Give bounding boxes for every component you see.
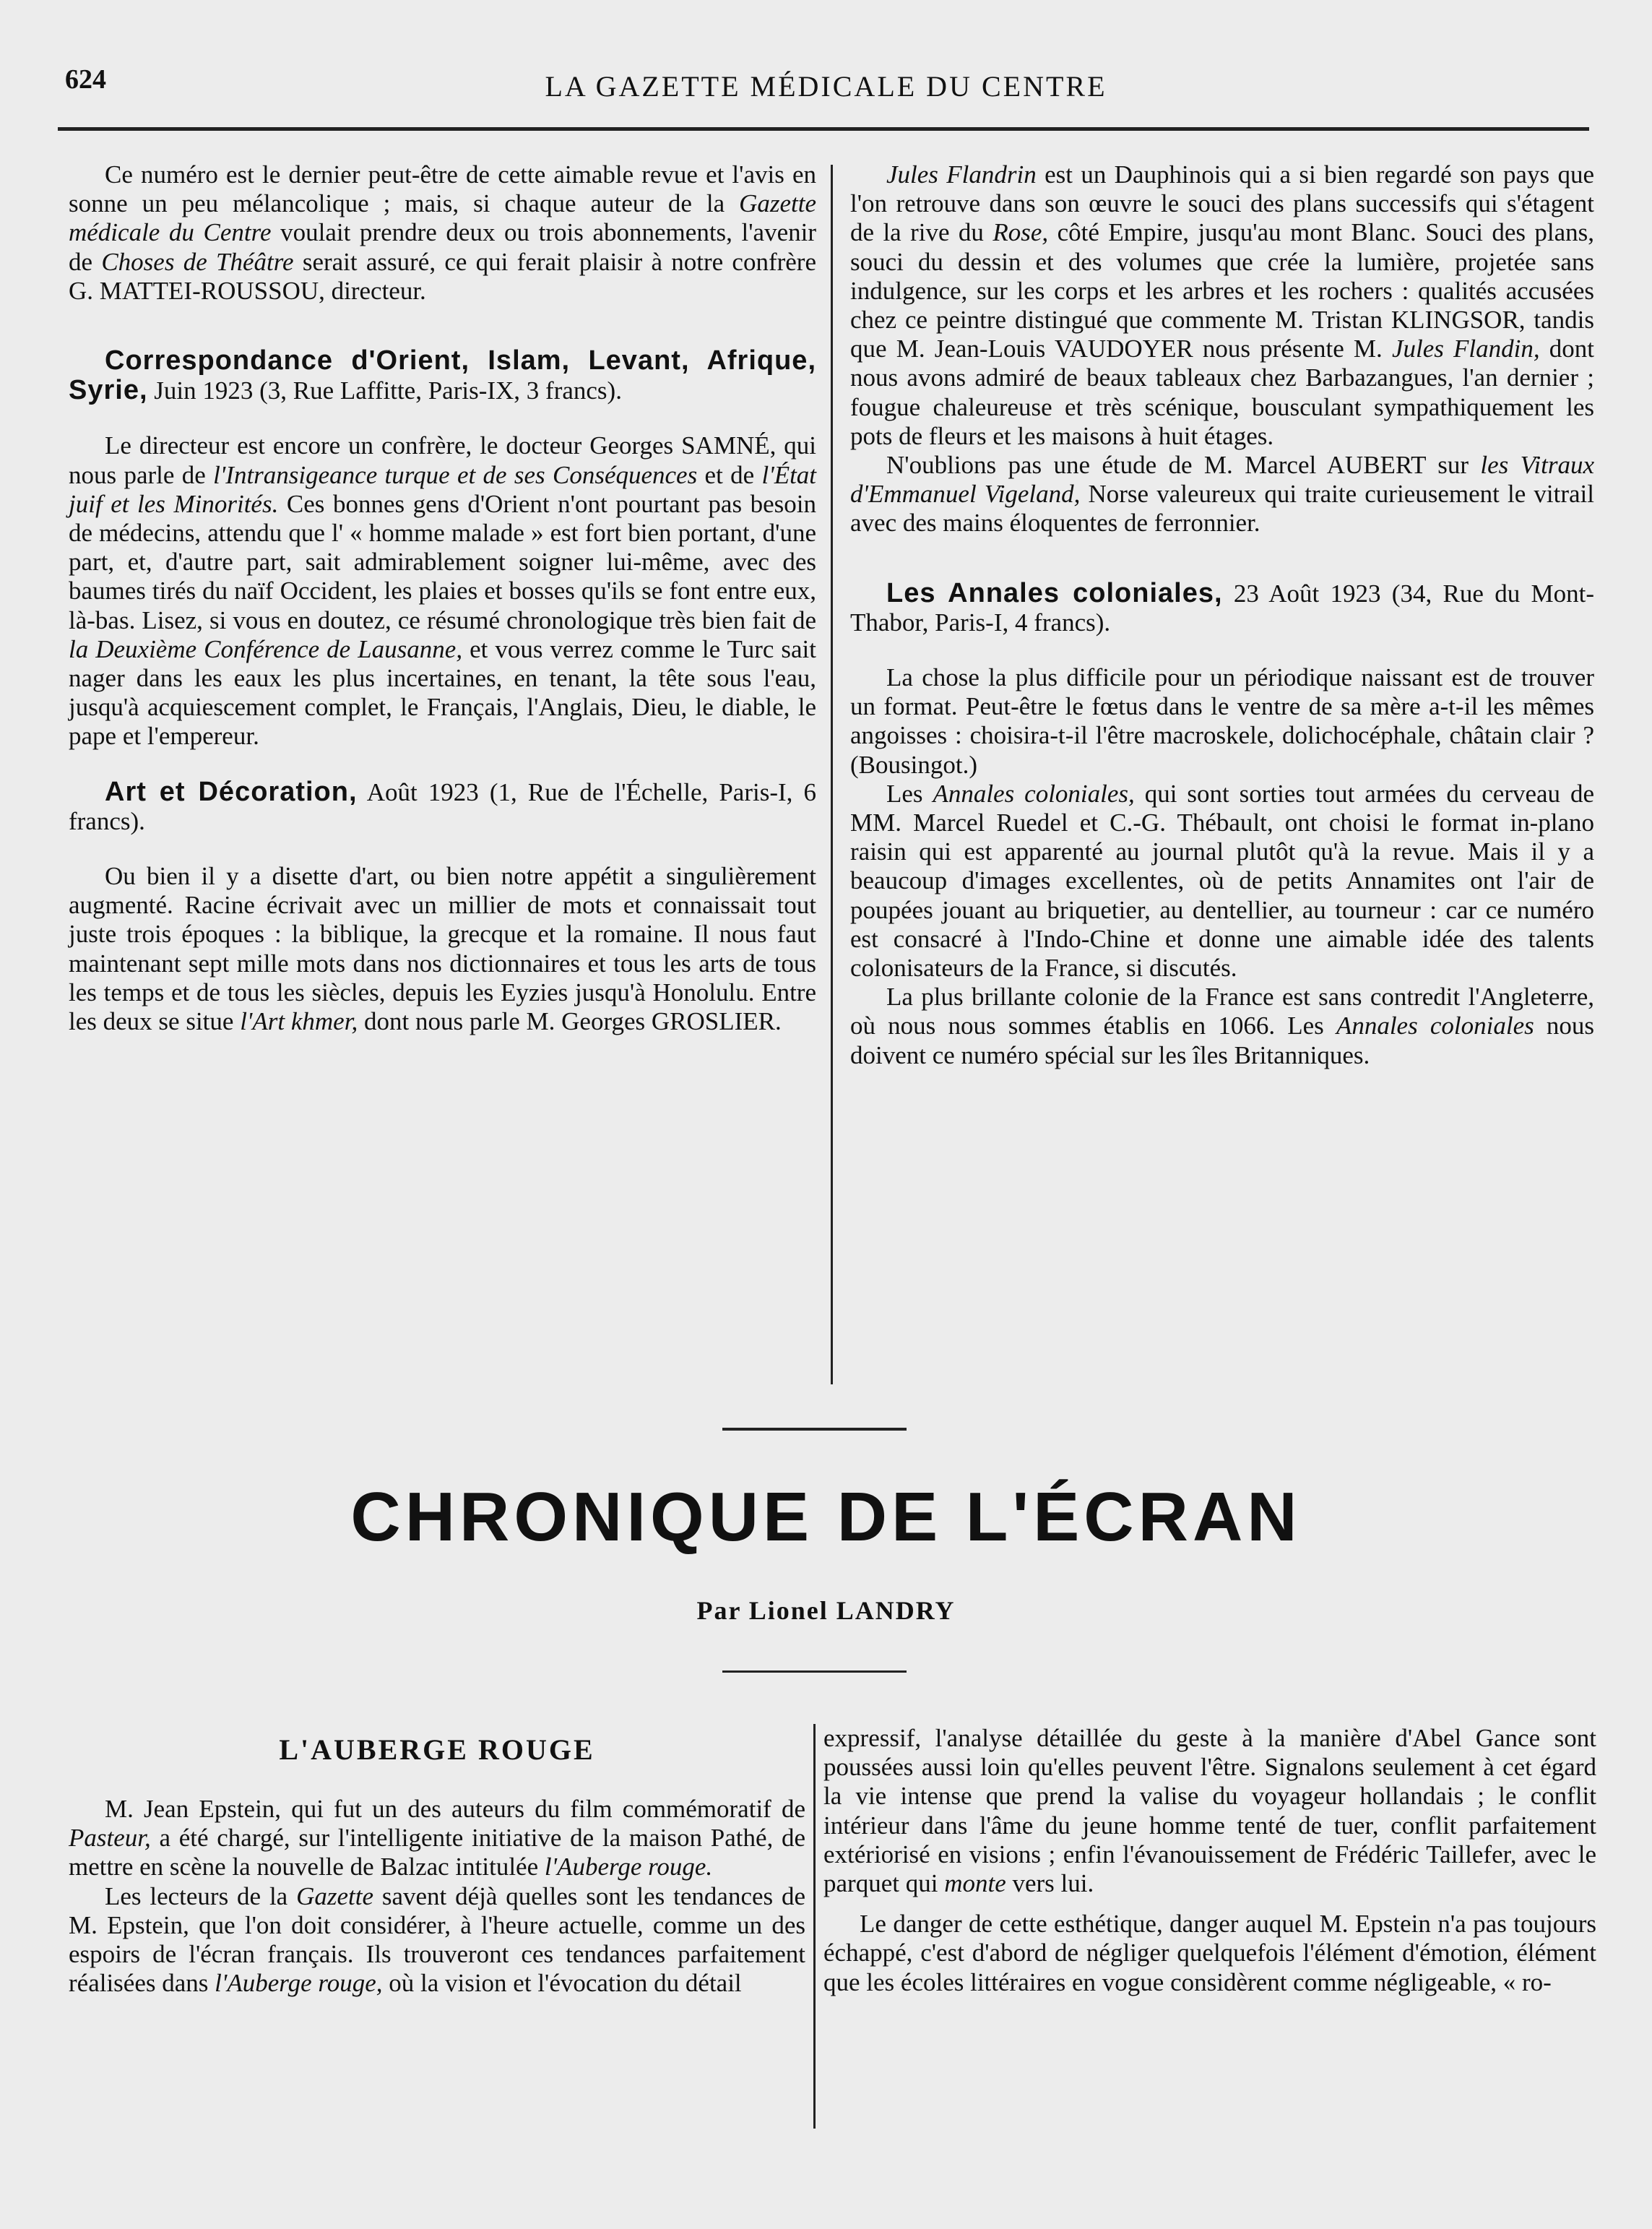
review-heading: Art et Décoration, Août 1923 (1, Rue de l'Échelle, Paris-I, 6 francs). [69,776,816,835]
paragraph: Les lecteurs de la Gazette savent déjà quelles sont les tendances de M. Epstein, que l'on doit considérer, à l'heure actuelle, comme un des espoirs de l'écran français. Ils trouveront ces tendances parfaitement réalisées dans l'Auberge rouge, où la vision et l'évocation du détail [69,1881,806,1998]
paragraph: Le directeur est encore un confrère, le docteur Georges SAMNÉ, qui nous parle de l'Intransigeance turque et de ses Conséquences et de l'État juif et les Minorités. Ces bonnes gens d'Orient n'ont pourtant pas besoin de médecins, attendu que l' « homme malade » est fort bien portant, d'une part, et, d'autre part, sait admirablement soigner lui-même, avec des baumes tirés du naïf Occident, les plaies et bosses qu'ils se font entre eux, là-bas. Lisez, si vous en doutez, ce résumé chronologique très bien fait de la Deuxième Conférence de Lausanne, et vous verrez comme le Turc sait nager dans les eaux les plus incertaines, en tenant, la tête sous l'eau, jusqu'à acquiescement complet, le Français, l'Anglais, Dieu, le diable, le pape et l'empereur. [69,431,817,751]
paragraph: Ce numéro est le dernier peut-être de cette aimable revue et l'avis en sonne un peu mélancolique ; mais, si chaque auteur de la Gazette médicale du Centre voulait prendre deux ou trois abonnements, l'avenir de Choses de Théâtre serait assuré, ce qui ferait plaisir à notre confrère G. MATTEI-ROUSSOU, directeur. [69,160,817,305]
review-heading: Correspondance d'Orient, Islam, Levant, Afrique, Syrie, Juin 1923 (3, Rue Laffitte, Paris-IX, 3 francs). [69,345,816,406]
column-divider [831,165,833,1384]
paragraph: Ou bien il y a disette d'art, ou bien notre appétit a singulièrement augmenté. Racine écrivait avec un millier de mots et connaissait tout juste trois époques : la biblique, la grecque et la romaine. Il nous faut maintenant sept mille mots dans nos dictionnaires et tous les arts de tous les temps et de tous les siècles, depuis les Eyzies jusqu'à Honolulu. Entre les deux se situe l'Art khmer, dont nous parle M. Georges GROSLIER. [69,862,816,1036]
paragraph: La plus brillante colonie de la France est sans contredit l'Angleterre, où nous nous sommes établis en 1066. Les Annales coloniales nous doivent ce numéro spécial sur les îles Britanniques. [850,983,1595,1069]
section-title: CHRONIQUE DE L'ÉCRAN [350,1478,1302,1556]
bottom-right-column [823,1724,1596,1997]
header-rule [58,127,1589,131]
article-subheading: L'AUBERGE ROUGE [279,1733,595,1766]
paragraph: M. Jean Epstein, qui fut un des auteurs du film commémoratif de Pasteur, a été chargé, sur l'intelligente initiative de la maison Pathé, de mettre en scène la nouvelle de Balzac intitulée l'Auberge rouge. [69,1795,806,1881]
paragraph: Jules Flandrin est un Dauphinois qui a si bien regardé son pays que l'on retrouve dans son œuvre le souci des plans successifs qui s'étagent de la rive du Rose, côté Empire, jusqu'au mont Blanc. Souci des plans, souci du dessin et des volumes que crée la lumière, projetée sans indulgence, sur les corps et les arbres et les rochers : qualités accusées chez ce peintre distingué que commente M. Tristan KLINGSOR, tandis que M. Jean-Louis VAUDOYER nous présente M. Jules Flandin, dont nous avons admiré de beaux tableaux chez Barbazangues, l'an dernier ; fougue chaleureuse et très scénique, bousculant sympathiquement les pots de fleurs et les maisons à huit étages. [850,160,1595,450]
bottom-left-column [69,1795,805,1998]
running-title: LA GAZETTE MÉDICALE DU CENTRE [545,70,1107,103]
top-right-column [850,160,1594,1070]
page-number: 624 [65,64,106,95]
top-left-column [69,160,816,1036]
column-divider [813,1724,816,2129]
paragraph: La chose la plus difficile pour un périodique naissant est de trouver un format. Peut-être le fœtus dans le ventre de sa mère a-t-il les mêmes angoisses : choisira-t-il l'être macroskele, dolichocéphale, châtain clair ? (Bousingot.) [850,663,1594,779]
paragraph: Les Annales coloniales, qui sont sorties tout armées du cerveau de MM. Marcel Ruedel et C.-G. Thébault, ont choisi le format in-plano raisin qui est apparenté au journal plutôt qu'à la revue. Mais il y a beaucoup d'images excellentes, où de petits Annamites ont l'air de poupées jouant au briquetier, au dentellier, au tourneur : car ce numéro est consacré à l'Indo-Chine et donne une aimable idée des talents colonisateurs de la France, si discutés. [850,779,1595,983]
page-header [65,64,1587,114]
paragraph: Le danger de cette esthétique, danger auquel M. Epstein n'a pas toujours échappé, c'est d'abord de négliger quelquefois l'élément d'émotion, élément que les écoles littéraires en vogue considèrent comme négligeable, « ro- [823,1910,1596,1996]
section-separator [722,1428,907,1431]
byline-rule [722,1670,907,1673]
review-heading: Les Annales coloniales, 23 Août 1923 (34, Rue du Mont-Thabor, Paris-I, 4 francs). [850,577,1594,637]
paragraph: N'oublions pas une étude de M. Marcel AUBERT sur les Vitraux d'Emmanuel Vigeland, Norse valeureux qui traite curieusement le vitrail avec des mains éloquentes de ferronnier. [850,451,1595,538]
paragraph: expressif, l'analyse détaillée du geste à la manière d'Abel Gance sont poussées aussi loin qu'elles peuvent l'être. Signalons seulement à cet égard la vie intense que prend la valise du voyageur hollandais ; le conflit intérieur dans l'âme du jeune homme tenté de tuer, conflit parfaitement extériorisé en visions ; enfin l'évanouissement de Frédéric Taillefer, avec le parquet qui monte vers lui. [823,1724,1596,1898]
byline: Par Lionel LANDRY [696,1596,956,1625]
